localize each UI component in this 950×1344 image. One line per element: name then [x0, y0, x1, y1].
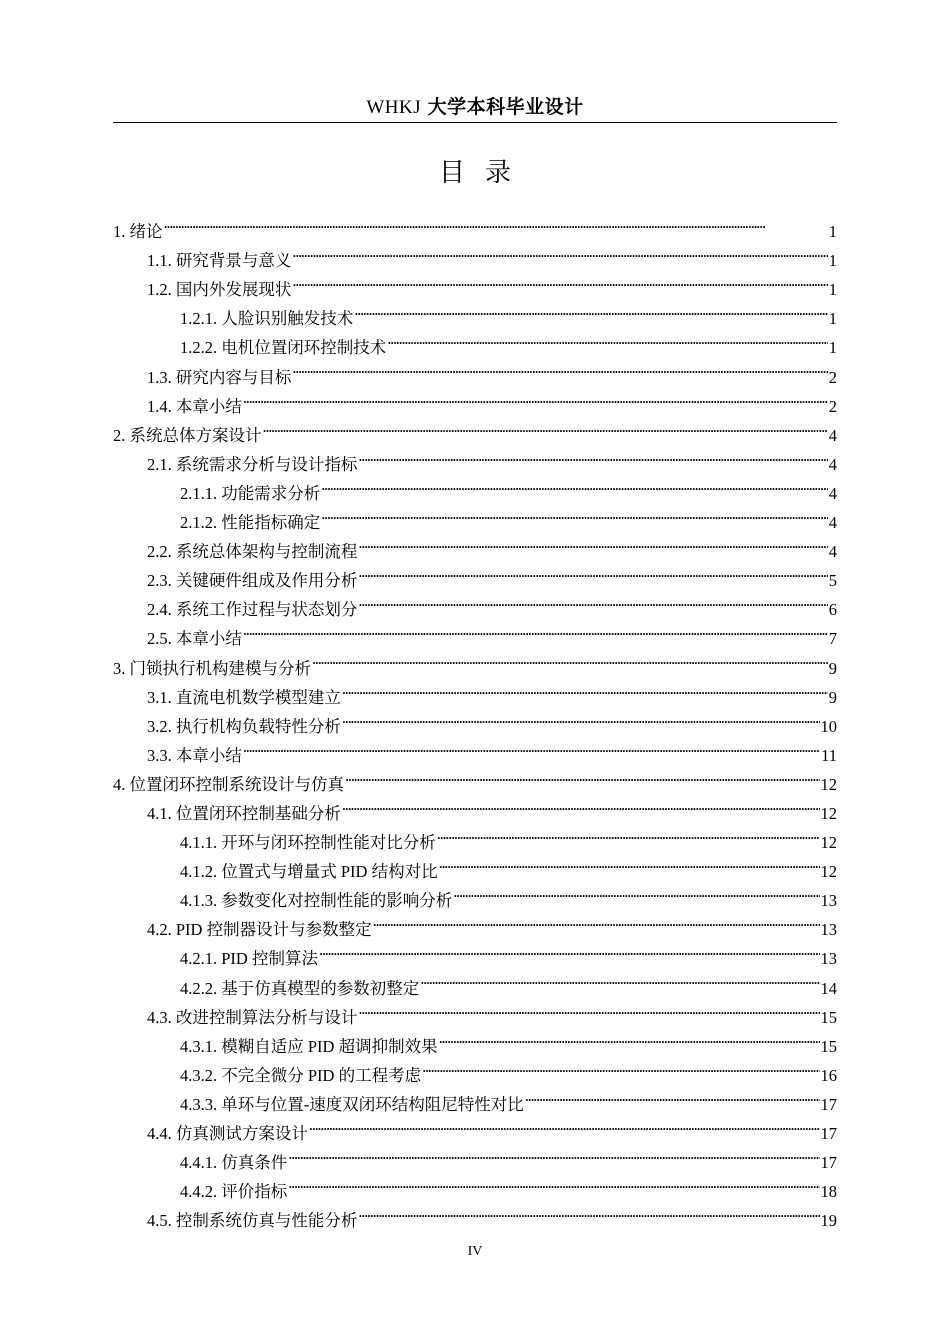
- toc-dot-leader: [164, 208, 828, 237]
- table-of-contents: [113, 208, 837, 1231]
- toc-entry-page: 12: [820, 803, 837, 823]
- toc-dot-leader: [288, 1168, 819, 1197]
- toc-entry-label: 2.3. 关键硬件组成及作用分析: [147, 571, 358, 591]
- toc-dot-leader: [292, 266, 827, 295]
- toc-entry-page: 13: [820, 891, 837, 911]
- toc-dot-leader: [358, 1197, 819, 1226]
- toc-entry-page: 9: [828, 687, 837, 707]
- toc-dot-leader: [373, 906, 820, 935]
- toc-entry-page: 5: [828, 571, 837, 591]
- toc-entry-label: 3. 门锁执行机构建模与分析: [113, 658, 311, 678]
- toc-entry-page: 17: [820, 1153, 837, 1173]
- toc-dot-leader: [439, 1023, 820, 1052]
- toc-dot-leader: [387, 324, 828, 353]
- toc-entry-label: 2.1.2. 性能指标确定: [180, 513, 321, 533]
- toc-entry[interactable]: [113, 208, 837, 242]
- toc-entry[interactable]: [113, 237, 837, 271]
- toc-entry-page: 12: [820, 774, 837, 794]
- toc-dot-leader: [312, 644, 828, 673]
- toc-dot-leader: [243, 383, 828, 412]
- toc-entry-page: 1: [828, 251, 837, 271]
- toc-dot-leader: [342, 674, 828, 703]
- toc-entry-page: 4: [828, 513, 837, 533]
- toc-entry-page: 17: [820, 1124, 837, 1143]
- toc-dot-leader: [321, 499, 828, 528]
- toc-dot-leader: [345, 761, 820, 790]
- toc-entry-page: 2: [828, 396, 837, 416]
- toc-entry-label: 2.1.1. 功能需求分析: [180, 483, 321, 503]
- toc-entry-label: 2.4. 系统工作过程与状态划分: [147, 600, 358, 620]
- toc-dot-leader: [342, 703, 820, 732]
- toc-dot-leader: [420, 964, 819, 993]
- toc-entry-page: 15: [820, 1007, 837, 1027]
- toc-dot-leader: [358, 441, 827, 470]
- toc-dot-leader: [358, 994, 819, 1023]
- toc-dot-leader: [342, 790, 820, 819]
- toc-entry-label: 4.3. 改进控制算法分析与设计: [147, 1007, 358, 1027]
- toc-entry-label: 4.1. 位置闭环控制基础分析: [147, 803, 341, 823]
- toc-entry-page: 4: [828, 454, 837, 474]
- toc-entry-label: 1.1. 研究背景与意义: [147, 251, 292, 271]
- toc-dot-leader: [243, 732, 820, 761]
- toc-entry-label: 4.5. 控制系统仿真与性能分析: [147, 1211, 358, 1231]
- toc-entry-page: 1: [828, 338, 837, 358]
- toc-entry-page: 12: [820, 862, 837, 882]
- toc-entry-page: 10: [820, 716, 837, 736]
- toc-entry-page: 9: [828, 658, 837, 678]
- toc-entry-label: 4.4.1. 仿真条件: [180, 1153, 288, 1173]
- toc-dot-leader: [243, 615, 828, 644]
- toc-entry-label: 1.3. 研究内容与目标: [147, 367, 292, 387]
- toc-entry-label: 3.2. 执行机构负载特性分析: [147, 716, 341, 736]
- toc-entry-page: 14: [820, 978, 837, 998]
- toc-entry-label: 4.2.1. PID 控制算法: [180, 949, 318, 969]
- toc-dot-leader: [354, 295, 828, 324]
- toc-entry-page: 7: [828, 629, 837, 649]
- toc-entry-page: 1: [828, 222, 837, 242]
- toc-entry-label: 1.2.1. 人脸识别触发技术: [180, 309, 354, 329]
- toc-entry-page: 13: [820, 920, 837, 940]
- toc-entry-label: 1. 绪论: [113, 222, 163, 242]
- toc-entry-label: 4.1.2. 位置式与增量式 PID 结构对比: [180, 862, 438, 882]
- toc-entry-label: 4. 位置闭环控制系统设计与仿真: [113, 774, 344, 794]
- toc-entry-label: 2.2. 系统总体架构与控制流程: [147, 542, 358, 562]
- toc-dot-leader: [292, 237, 827, 266]
- toc-entry-label: 1.2.2. 电机位置闭环控制技术: [180, 338, 387, 358]
- toc-entry-label: 2. 系统总体方案设计: [113, 425, 262, 445]
- toc-entry-label: 4.1.3. 参数变化对控制性能的影响分析: [180, 891, 453, 911]
- toc-title: 目录: [438, 158, 531, 188]
- header-title: 大学本科毕业设计: [427, 96, 584, 118]
- toc-entry-page: 4: [828, 483, 837, 503]
- toc-dot-leader: [358, 528, 827, 557]
- toc-dot-leader: [288, 1139, 819, 1168]
- toc-entry-page: 19: [820, 1211, 837, 1231]
- toc-entry-label: 4.4.2. 评价指标: [180, 1182, 288, 1202]
- header-school-code: WHKJ: [366, 97, 422, 118]
- toc-dot-leader: [263, 412, 828, 441]
- toc-dot-leader: [319, 935, 820, 964]
- toc-dot-leader: [439, 848, 820, 877]
- toc-entry-label: 2.1. 系统需求分析与设计指标: [147, 454, 358, 474]
- toc-entry-page: 4: [828, 425, 837, 445]
- toc-dot-leader: [358, 557, 827, 586]
- toc-entry-label: 4.4. 仿真测试方案设计: [147, 1124, 308, 1143]
- toc-entry-label: 4.2.2. 基于仿真模型的参数初整定: [180, 978, 420, 998]
- toc-entry-page: 13: [820, 949, 837, 969]
- toc-entry-page: 15: [820, 1036, 837, 1056]
- page-number: IV: [467, 1244, 483, 1259]
- toc-dot-leader: [358, 586, 827, 615]
- toc-entry-page: 17: [820, 1094, 837, 1114]
- toc-dot-leader: [309, 1110, 820, 1139]
- toc-dot-leader: [422, 1052, 819, 1081]
- toc-dot-leader: [321, 470, 828, 499]
- toc-entry-page: 18: [820, 1182, 837, 1202]
- toc-entry-page: 12: [820, 833, 837, 853]
- toc-entry-page: 1: [828, 280, 837, 300]
- toc-entry-label: 4.3.2. 不完全微分 PID 的工程考虑: [180, 1065, 422, 1085]
- toc-entry-label: 4.1.1. 开环与闭环控制性能对比分析: [180, 833, 436, 853]
- toc-entry-label: 1.4. 本章小结: [147, 396, 242, 416]
- toc-entry-label: 4.2. PID 控制器设计与参数整定: [147, 920, 372, 940]
- toc-dot-leader: [525, 1081, 820, 1110]
- toc-entry-label: 4.3.1. 模糊自适应 PID 超调抑制效果: [180, 1036, 438, 1056]
- toc-entry-label: 4.3.3. 单环与位置-速度双闭环结构阻尼特性对比: [180, 1094, 524, 1114]
- toc-dot-leader: [292, 353, 827, 382]
- toc-entry-label: 3.3. 本章小结: [147, 745, 242, 765]
- toc-entry-page: 11: [821, 745, 837, 765]
- toc-entry-page: 4: [828, 542, 837, 562]
- toc-entry-label: 1.2. 国内外发展现状: [147, 280, 292, 300]
- page-header: [113, 92, 837, 123]
- toc-entry-label: 2.5. 本章小结: [147, 629, 242, 649]
- toc-entry-label: 3.1. 直流电机数学模型建立: [147, 687, 341, 707]
- toc-dot-leader: [453, 877, 819, 906]
- toc-entry-page: 16: [820, 1065, 837, 1085]
- toc-entry-page: 1: [828, 309, 837, 329]
- toc-dot-leader: [437, 819, 820, 848]
- toc-entry-page: 6: [828, 600, 837, 620]
- toc-entry-page: 2: [828, 367, 837, 387]
